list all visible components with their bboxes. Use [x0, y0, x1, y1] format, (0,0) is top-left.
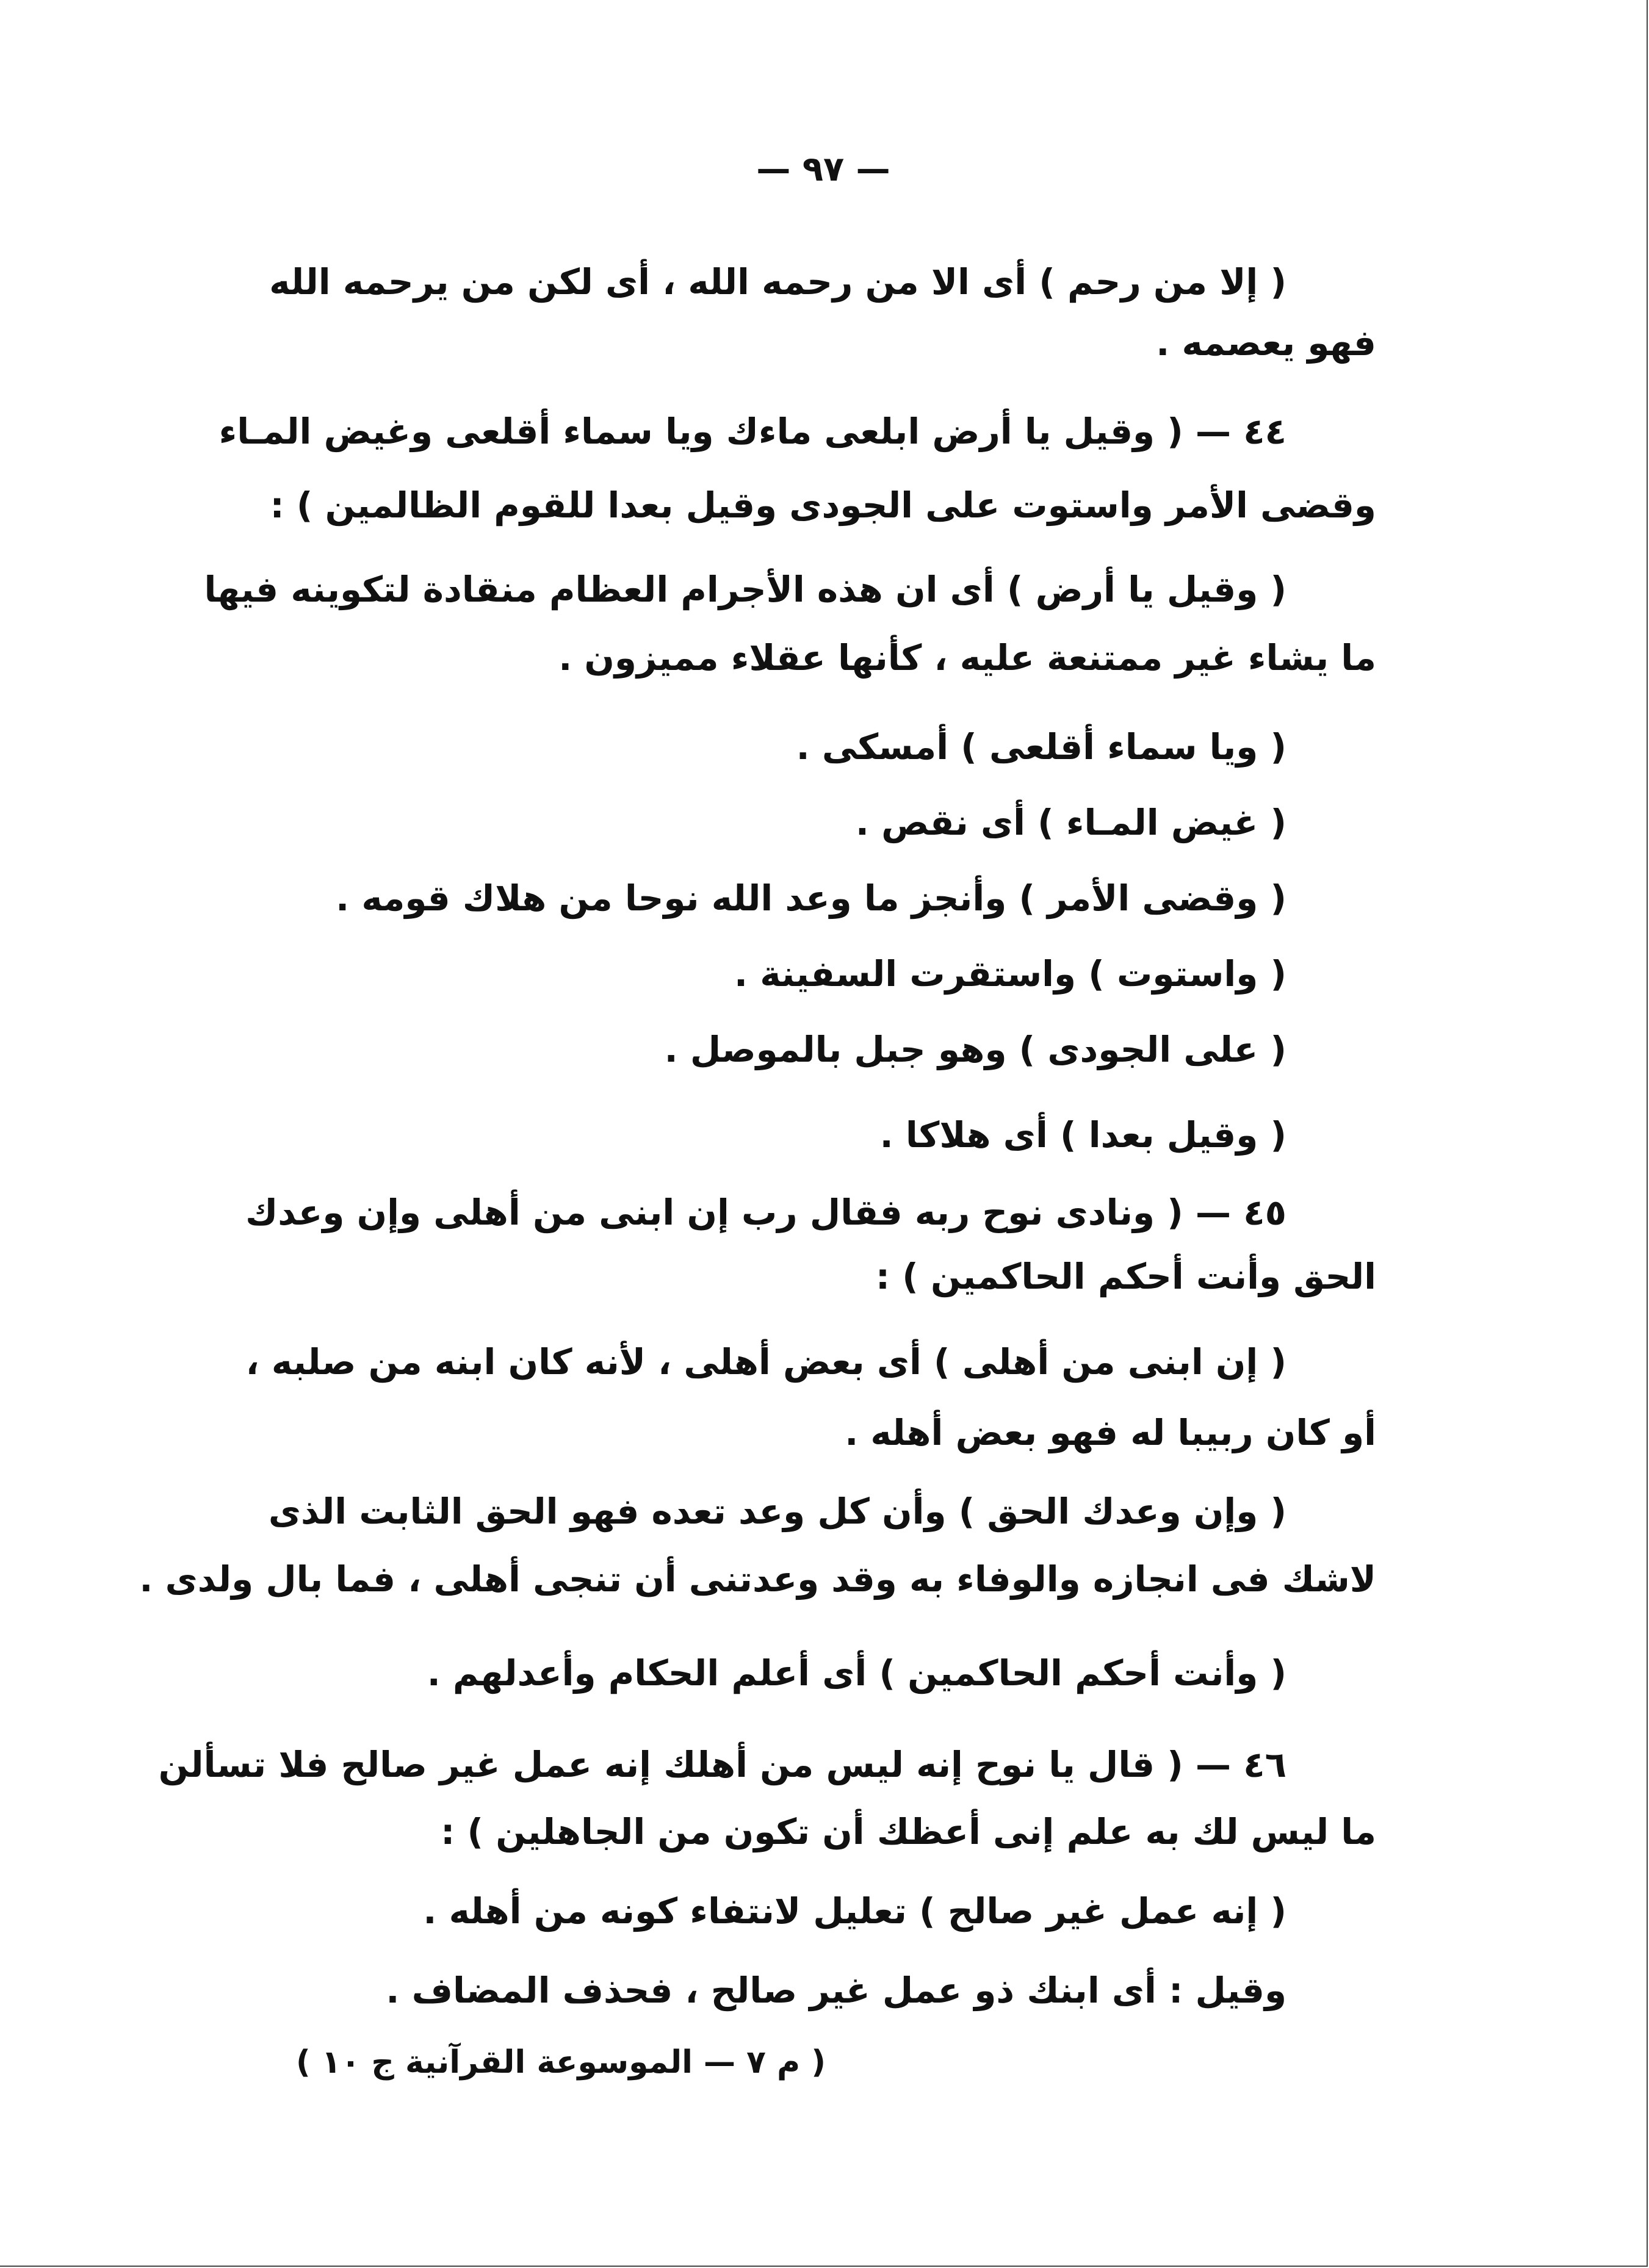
- text-line-13: ٤٥ — ( ونادى نوح ربه فقال رب إن ابنى من أهلى وإن وعدك: [245, 1192, 1286, 1233]
- text-line-5: ( وقيل يا أرض ) أى ان هذه الأجرام العظام منقادة لتكوينه فيها: [204, 569, 1286, 610]
- text-line-9: ( وقضى الأمر ) وأنجز ما وعد الله نوحا من هلاك قومه .: [336, 877, 1286, 919]
- text-line-19: ( وأنت أحكم الحاكمين ) أى أعلم الحكام وأعدلهم .: [427, 1652, 1286, 1694]
- text-line-16: أو كان ربيبا له فهو بعض أهله .: [845, 1412, 1376, 1453]
- text-line-11: ( على الجودى ) وهو جبل بالموصل .: [664, 1029, 1286, 1070]
- text-line-4: وقضى الأمر واستوت على الجودى وقيل بعدا للقوم الظالمين ) :: [270, 484, 1376, 526]
- text-line-22: ( إنه عمل غير صالح ) تعليل لانتفاء كونه من أهله .: [423, 1890, 1286, 1932]
- text-line-1: ( إلا من رحم ) أى الا من رحمه الله ، أى لكن من يرحمه الله: [269, 261, 1286, 303]
- text-line-7: ( ويا سماء أقلعى ) أمسكى .: [796, 726, 1286, 768]
- text-line-14: الحق وأنت أحكم الحاكمين ) :: [875, 1256, 1376, 1297]
- text-line-20: ٤٦ — ( قال يا نوح إنه ليس من أهلك إنه عمل غير صالح فلا تسألن: [158, 1744, 1286, 1785]
- text-line-10: ( واستوت ) واستقرت السفينة .: [734, 953, 1286, 995]
- page-number: — ٩٧ —: [756, 149, 890, 189]
- text-line-2: فهو يعصمه .: [1156, 322, 1376, 364]
- text-line-6: ما يشاء غير ممتنعة عليه ، كأنها عقلاء مميزون .: [558, 637, 1376, 679]
- text-line-18: لاشك فى انجازه والوفاء به وقد وعدتنى أن تنجى أهلى ، فما بال ولدى .: [139, 1558, 1376, 1600]
- text-line-8: ( غيض المـاء ) أى نقص .: [855, 802, 1286, 843]
- text-line-23: وقيل : أى ابنك ذو عمل غير صالح ، فحذف المضاف .: [386, 1970, 1286, 2011]
- text-line-17: ( وإن وعدك الحق ) وأن كل وعد تعده فهو الحق الثابت الذى: [268, 1491, 1286, 1532]
- text-line-21: ما ليس لك به علم إنى أعظك أن تكون من الجاهلين ) :: [441, 1811, 1376, 1852]
- text-line-3: ٤٤ — ( وقيل يا أرض ابلعى ماءك ويا سماء أقلعى وغيض المـاء: [218, 411, 1286, 452]
- text-line-12: ( وقيل بعدا ) أى هلاكا .: [879, 1114, 1286, 1156]
- page-footer: ( م ٧ — الموسوعة القرآنية ج ١٠ ): [295, 2044, 826, 2081]
- text-line-15: ( إن ابنى من أهلى ) أى بعض أهلى ، لأنه كان ابنه من صلبه ،: [245, 1341, 1286, 1383]
